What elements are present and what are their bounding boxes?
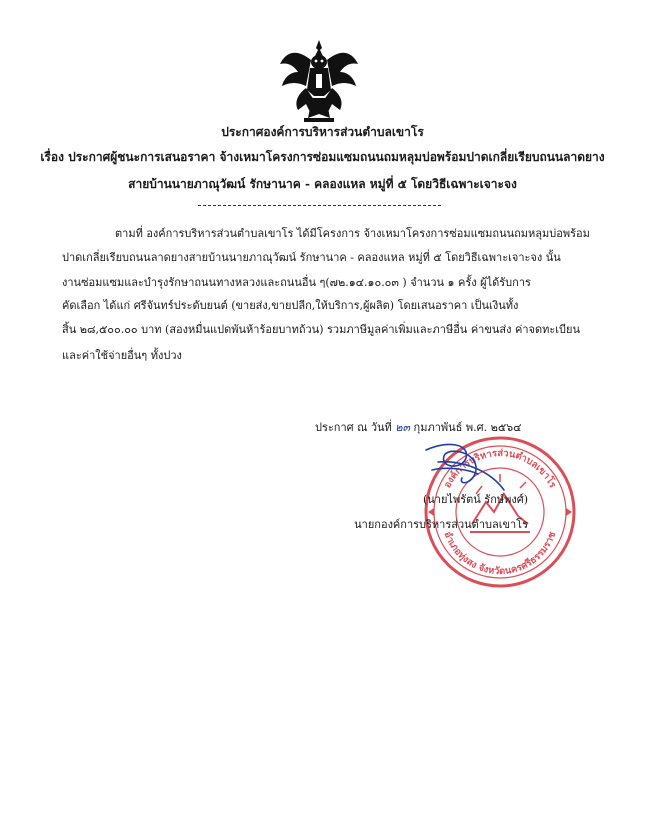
signatory-position: นายกองค์การบริหารส่วนตำบลเขาโร: [354, 518, 528, 531]
date-month-year: กุมภาพันธ์ พ.ศ. ๒๕๖๔: [413, 421, 522, 434]
date-day: ๒๓: [395, 421, 411, 434]
body-line-5: สิ้น ๒๘,๕๐๐.๐๐ บาท (สองหมื่นแปดพันห้าร้อยบาทถ้วน) รวมภาษีมูลค่าเพิ่มและภาษีอื่น ค่าขนส่ง ค่าจดทะเบียน: [62, 323, 580, 336]
dashed-divider: [198, 205, 441, 206]
handwritten-signature: [418, 440, 508, 500]
body-line-6: และค่าใช้จ่ายอื่นๆ ทั้งปวง: [62, 349, 182, 362]
garuda-emblem-icon: [276, 38, 362, 124]
subject-line: เรื่อง ประกาศผู้ชนะการเสนอราคา จ้างเหมาโครงการซ่อมแซมถนนถมหลุมบ่อพร้อมปาดเกลี่ยเรียบถนนลาดยาง: [40, 150, 605, 164]
body-line-3: งานซ่อมแซมและบำรุงรักษาถนนทางหลวงและถนนอื่น ๆ(๗๒.๑๔.๑๐.๐๓ ) จำนวน ๑ ครั้ง ผู้ได้รับการ: [62, 276, 531, 289]
date-prefix: ประกาศ ณ วันที่: [315, 421, 392, 434]
svg-text:อำเภอทุ่งสง จังหวัดนครศรีธรรมร: อำเภอทุ่งสง จังหวัดนครศรีธรรมราช: [441, 530, 559, 578]
body-line-1: ตามที่ องค์การบริหารส่วนตำบลเขาโร ได้มีโครงการ จ้างเหมาโครงการซ่อมแซมถนนถมหลุมบ่อพร้อม: [115, 227, 590, 240]
svg-text:องค์การบริหารส่วนตำบลเขาโร: องค์การบริหารส่วนตำบลเขาโร: [442, 447, 558, 490]
subject-line-continued: สายบ้านนายภาณุวัฒน์ รักษานาค - คลองแหล หมู่ที่ ๕ โดยวิธีเฉพาะเจาะจง: [128, 177, 517, 191]
body-line-4: คัดเลือก ได้แก่ ศรีจันทร์ประดับยนต์ (ขายส่ง,ขายปลีก,ให้บริการ,ผู้ผลิต) โดยเสนอราคา เป็นเงินทั้ง: [62, 299, 519, 312]
announcement-heading: ประกาศองค์การบริหารส่วนตำบลเขาโร: [221, 125, 424, 139]
signatory-name: (นายไพรัตน์ รักษ์พงศ์): [423, 493, 528, 506]
body-line-2: ปาดเกลี่ยเรียบถนนลาดยางสายบ้านนายภาณุวัฒน์ รักษานาค - คลองแหล หมู่ที่ ๕ โดยวิธีเฉพาะเจาะจง นั้น: [62, 251, 561, 264]
